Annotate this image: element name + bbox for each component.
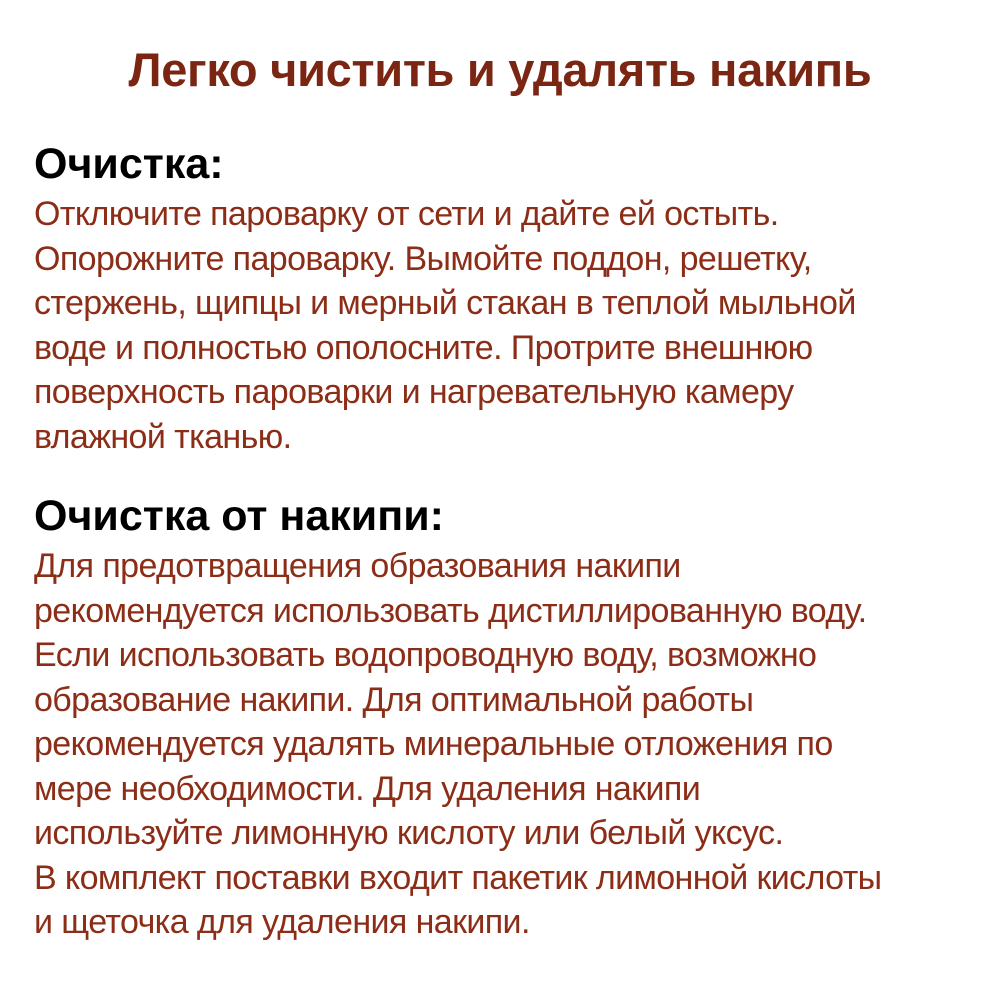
descaling-line: используйте лимонную кислоту или белый уксус. bbox=[34, 814, 784, 852]
descaling-line: рекомендуется использовать дистиллированную воду. bbox=[34, 591, 867, 630]
cleaning-line: воде и полностью ополосните. Протрите внешнюю bbox=[34, 328, 813, 367]
descaling-line: Если использовать водопроводную воду, возможно bbox=[34, 636, 817, 674]
cleaning-heading: Очистка: bbox=[34, 140, 224, 188]
descaling-line: мере необходимости. Для удаления накипи bbox=[34, 769, 701, 808]
page-title: Легко чистить и удалять накипь bbox=[128, 43, 872, 96]
descaling-instructions bbox=[34, 544, 984, 945]
cleaning-line: стержень, щипцы и мерный стакан в теплой мыльной bbox=[34, 284, 856, 322]
cleaning-line: влажной тканью. bbox=[34, 417, 292, 456]
cleaning-section bbox=[34, 136, 984, 459]
descaling-heading: Очистка от накипи: bbox=[34, 492, 444, 540]
descaling-line: образование накипи. Для оптимальной работы bbox=[34, 680, 754, 719]
cleaning-line: поверхность пароварки и нагревательную камеру bbox=[34, 373, 794, 411]
descaling-line: рекомендуется удалять минеральные отложения по bbox=[34, 725, 833, 763]
cleaning-line: Опорожните пароварку. Вымойте поддон, решетку, bbox=[34, 239, 812, 278]
descaling-section bbox=[34, 488, 984, 945]
cleaning-line: Отключите пароварку от сети и дайте ей остыть. bbox=[34, 195, 779, 233]
descaling-line: Для предотвращения образования накипи bbox=[34, 547, 681, 585]
descaling-line: В комплект поставки входит пакетик лимонной кислоты bbox=[34, 858, 882, 897]
descaling-line: и щеточка для удаления накипи. bbox=[34, 903, 530, 941]
cleaning-instructions bbox=[34, 192, 984, 459]
